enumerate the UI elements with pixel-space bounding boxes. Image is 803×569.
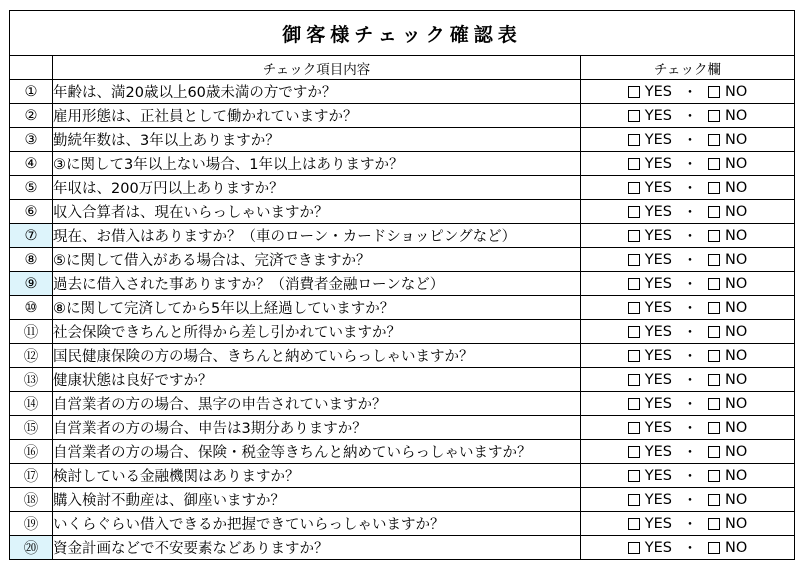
row-number: ⑧ (10, 248, 53, 272)
answer-cell (581, 320, 795, 344)
no-option[interactable] (708, 372, 747, 388)
no-label: NO (724, 467, 748, 484)
yes-label: YES (644, 299, 672, 316)
checklist-row (10, 152, 795, 176)
answer-cell (581, 368, 795, 392)
no-checkbox-icon[interactable] (708, 374, 720, 386)
no-checkbox-icon[interactable] (708, 326, 720, 338)
no-option[interactable] (708, 420, 747, 436)
checklist-row (10, 464, 795, 488)
answer-cell (581, 296, 795, 320)
no-option[interactable] (708, 108, 747, 124)
question-text: 過去に借入された事ありますか？（消費者金融ローンなど） (53, 272, 581, 296)
page-title: 御客様チェック確認表 (10, 11, 795, 56)
checklist-row (10, 176, 795, 200)
yes-label: YES (644, 155, 672, 172)
checklist-row (10, 296, 795, 320)
checklist-row (10, 392, 795, 416)
checklist-row (10, 536, 795, 560)
yes-checkbox-icon[interactable] (628, 518, 640, 530)
row-number: ① (10, 80, 53, 104)
checklist-row (10, 272, 795, 296)
answer-cell (581, 80, 795, 104)
yes-checkbox-icon[interactable] (628, 350, 640, 362)
yes-checkbox-icon[interactable] (628, 446, 640, 458)
yes-option[interactable] (628, 492, 672, 508)
option-separator: ・ (682, 541, 698, 557)
answer-cell (581, 392, 795, 416)
no-checkbox-icon[interactable] (708, 158, 720, 170)
no-checkbox-icon[interactable] (708, 254, 720, 266)
row-number: ⑮ (10, 416, 53, 440)
option-separator: ・ (682, 205, 698, 221)
row-number: ⑯ (10, 440, 53, 464)
checklist-row (10, 200, 795, 224)
header-item: チェック項目内容 (53, 56, 581, 80)
no-checkbox-icon[interactable] (708, 110, 720, 122)
no-option[interactable] (708, 396, 747, 412)
option-separator: ・ (682, 349, 698, 365)
checklist-row (10, 104, 795, 128)
no-label: NO (724, 251, 748, 268)
no-option[interactable] (708, 348, 747, 364)
yes-option[interactable] (628, 108, 672, 124)
question-text: ③に関して3年以上ない場合、1年以上はありますか？ (53, 152, 581, 176)
yes-label: YES (644, 107, 672, 124)
option-separator: ・ (682, 517, 698, 533)
answer-cell (581, 176, 795, 200)
no-option[interactable] (708, 204, 747, 220)
yes-label: YES (644, 251, 672, 268)
yes-checkbox-icon[interactable] (628, 86, 640, 98)
option-separator: ・ (682, 253, 698, 269)
answer-cell (581, 416, 795, 440)
no-option[interactable] (708, 516, 747, 532)
question-text: 収入合算者は、現在いらっしゃいますか？ (53, 200, 581, 224)
no-option[interactable] (708, 276, 747, 292)
no-option[interactable] (708, 180, 747, 196)
answer-cell (581, 440, 795, 464)
checklist-row (10, 80, 795, 104)
option-separator: ・ (682, 133, 698, 149)
yes-checkbox-icon[interactable] (628, 398, 640, 410)
answer-cell (581, 200, 795, 224)
question-text: 年齢は、満20歳以上60歳未満の方ですか？ (53, 80, 581, 104)
question-text: 現在、お借入はありますか？（車のローン・カードショッピングなど） (53, 224, 581, 248)
yes-label: YES (644, 395, 672, 412)
yes-label: YES (644, 203, 672, 220)
no-label: NO (724, 83, 748, 100)
no-checkbox-icon[interactable] (708, 206, 720, 218)
no-checkbox-icon[interactable] (708, 470, 720, 482)
yes-label: YES (644, 323, 672, 340)
question-text: いくらぐらい借入できるか把握できていらっしゃいますか？ (53, 512, 581, 536)
question-text: 勤続年数は、3年以上ありますか？ (53, 128, 581, 152)
option-separator: ・ (682, 109, 698, 125)
question-text: 国民健康保険の方の場合、きちんと納めていらっしゃいますか？ (53, 344, 581, 368)
no-label: NO (724, 371, 748, 388)
question-text: 年収は、200万円以上ありますか？ (53, 176, 581, 200)
yes-option[interactable] (628, 156, 672, 172)
yes-checkbox-icon[interactable] (628, 230, 640, 242)
row-number: ⑲ (10, 512, 53, 536)
question-text: 自営業者の方の場合、保険・税金等きちんと納めていらっしゃいますか？ (53, 440, 581, 464)
yes-label: YES (644, 227, 672, 244)
option-separator: ・ (682, 229, 698, 245)
no-option[interactable] (708, 324, 747, 340)
checklist-row (10, 248, 795, 272)
yes-label: YES (644, 491, 672, 508)
checklist-table (9, 10, 795, 560)
no-label: NO (724, 515, 748, 532)
no-option[interactable] (708, 468, 747, 484)
option-separator: ・ (682, 397, 698, 413)
no-option[interactable] (708, 300, 747, 316)
row-number: ⑳ (10, 536, 53, 560)
no-label: NO (724, 323, 748, 340)
no-label: NO (724, 107, 748, 124)
row-number: ⑬ (10, 368, 53, 392)
yes-checkbox-icon[interactable] (628, 542, 640, 554)
no-label: NO (724, 443, 748, 460)
option-separator: ・ (682, 157, 698, 173)
answer-cell (581, 344, 795, 368)
yes-option[interactable] (628, 252, 672, 268)
option-separator: ・ (682, 85, 698, 101)
checklist-row (10, 512, 795, 536)
question-text: 資金計画などで不安要素などありますか？ (53, 536, 581, 560)
yes-label: YES (644, 515, 672, 532)
option-separator: ・ (682, 493, 698, 509)
yes-checkbox-icon[interactable] (628, 182, 640, 194)
no-label: NO (724, 539, 748, 556)
row-number: ⑦ (10, 224, 53, 248)
yes-option[interactable] (628, 444, 672, 460)
no-label: NO (724, 179, 748, 196)
no-label: NO (724, 491, 748, 508)
yes-option[interactable] (628, 468, 672, 484)
no-checkbox-icon[interactable] (708, 182, 720, 194)
checklist-row (10, 320, 795, 344)
no-checkbox-icon[interactable] (708, 398, 720, 410)
question-text: 購入検討不動産は、御座いますか？ (53, 488, 581, 512)
yes-label: YES (644, 347, 672, 364)
option-separator: ・ (682, 181, 698, 197)
row-number: ⑱ (10, 488, 53, 512)
yes-option[interactable] (628, 228, 672, 244)
no-label: NO (724, 155, 748, 172)
yes-label: YES (644, 443, 672, 460)
yes-checkbox-icon[interactable] (628, 422, 640, 434)
yes-checkbox-icon[interactable] (628, 206, 640, 218)
answer-cell (581, 248, 795, 272)
row-number: ⑫ (10, 344, 53, 368)
question-text: 雇用形態は、正社員として働かれていますか？ (53, 104, 581, 128)
question-text: 検討している金融機関はありますか？ (53, 464, 581, 488)
yes-checkbox-icon[interactable] (628, 494, 640, 506)
answer-cell (581, 272, 795, 296)
no-label: NO (724, 227, 748, 244)
answer-cell (581, 152, 795, 176)
yes-option[interactable] (628, 372, 672, 388)
row-number: ⑪ (10, 320, 53, 344)
checklist-row (10, 440, 795, 464)
option-separator: ・ (682, 445, 698, 461)
checklist-row (10, 224, 795, 248)
no-option[interactable] (708, 132, 747, 148)
yes-checkbox-icon[interactable] (628, 326, 640, 338)
no-option[interactable] (708, 252, 747, 268)
answer-cell (581, 536, 795, 560)
answer-cell (581, 224, 795, 248)
checklist-row (10, 368, 795, 392)
question-text: 社会保険できちんと所得から差し引かれていますか？ (53, 320, 581, 344)
no-label: NO (724, 275, 748, 292)
yes-option[interactable] (628, 396, 672, 412)
yes-option[interactable] (628, 348, 672, 364)
yes-label: YES (644, 275, 672, 292)
header-row (10, 56, 795, 80)
no-label: NO (724, 203, 748, 220)
answer-cell (581, 104, 795, 128)
yes-option[interactable] (628, 300, 672, 316)
checklist-row (10, 344, 795, 368)
no-checkbox-icon[interactable] (708, 422, 720, 434)
no-option[interactable] (708, 156, 747, 172)
yes-checkbox-icon[interactable] (628, 134, 640, 146)
row-number: ③ (10, 128, 53, 152)
yes-checkbox-icon[interactable] (628, 278, 640, 290)
question-text: 自営業者の方の場合、黒字の申告されていますか？ (53, 392, 581, 416)
yes-label: YES (644, 467, 672, 484)
yes-label: YES (644, 131, 672, 148)
no-option[interactable] (708, 228, 747, 244)
yes-option[interactable] (628, 84, 672, 100)
no-label: NO (724, 347, 748, 364)
no-checkbox-icon[interactable] (708, 134, 720, 146)
option-separator: ・ (682, 325, 698, 341)
no-label: NO (724, 131, 748, 148)
yes-option[interactable] (628, 132, 672, 148)
no-option[interactable] (708, 492, 747, 508)
no-checkbox-icon[interactable] (708, 518, 720, 530)
no-option[interactable] (708, 444, 747, 460)
yes-option[interactable] (628, 516, 672, 532)
no-checkbox-icon[interactable] (708, 494, 720, 506)
yes-option[interactable] (628, 540, 672, 556)
yes-option[interactable] (628, 420, 672, 436)
no-checkbox-icon[interactable] (708, 230, 720, 242)
yes-label: YES (644, 419, 672, 436)
header-num-blank (10, 56, 53, 80)
option-separator: ・ (682, 301, 698, 317)
row-number: ④ (10, 152, 53, 176)
yes-option[interactable] (628, 324, 672, 340)
question-text: ⑧に関して完済してから5年以上経過していますか？ (53, 296, 581, 320)
no-label: NO (724, 419, 748, 436)
no-checkbox-icon[interactable] (708, 302, 720, 314)
question-text: 自営業者の方の場合、申告は3期分ありますか？ (53, 416, 581, 440)
yes-checkbox-icon[interactable] (628, 158, 640, 170)
row-number: ② (10, 104, 53, 128)
yes-checkbox-icon[interactable] (628, 470, 640, 482)
no-option[interactable] (708, 84, 747, 100)
row-number: ⑭ (10, 392, 53, 416)
no-option[interactable] (708, 540, 747, 556)
checklist-row (10, 416, 795, 440)
no-checkbox-icon[interactable] (708, 350, 720, 362)
row-number: ⑥ (10, 200, 53, 224)
option-separator: ・ (682, 373, 698, 389)
question-text: 健康状態は良好ですか？ (53, 368, 581, 392)
answer-cell (581, 512, 795, 536)
answer-cell (581, 128, 795, 152)
question-text: ⑤に関して借入がある場合は、完済できますか？ (53, 248, 581, 272)
answer-cell (581, 464, 795, 488)
yes-label: YES (644, 371, 672, 388)
yes-checkbox-icon[interactable] (628, 374, 640, 386)
yes-label: YES (644, 179, 672, 196)
option-separator: ・ (682, 277, 698, 293)
no-checkbox-icon[interactable] (708, 446, 720, 458)
yes-option[interactable] (628, 180, 672, 196)
checklist-row (10, 128, 795, 152)
no-label: NO (724, 395, 748, 412)
header-check: チェック欄 (581, 56, 795, 80)
yes-checkbox-icon[interactable] (628, 302, 640, 314)
yes-checkbox-icon[interactable] (628, 254, 640, 266)
checklist-row (10, 488, 795, 512)
no-checkbox-icon[interactable] (708, 278, 720, 290)
yes-option[interactable] (628, 204, 672, 220)
row-number: ⑤ (10, 176, 53, 200)
yes-label: YES (644, 83, 672, 100)
no-checkbox-icon[interactable] (708, 86, 720, 98)
answer-cell (581, 488, 795, 512)
no-checkbox-icon[interactable] (708, 542, 720, 554)
row-number: ⑰ (10, 464, 53, 488)
no-label: NO (724, 299, 748, 316)
option-separator: ・ (682, 421, 698, 437)
option-separator: ・ (682, 469, 698, 485)
yes-label: YES (644, 539, 672, 556)
yes-checkbox-icon[interactable] (628, 110, 640, 122)
yes-option[interactable] (628, 276, 672, 292)
row-number: ⑨ (10, 272, 53, 296)
row-number: ⑩ (10, 296, 53, 320)
